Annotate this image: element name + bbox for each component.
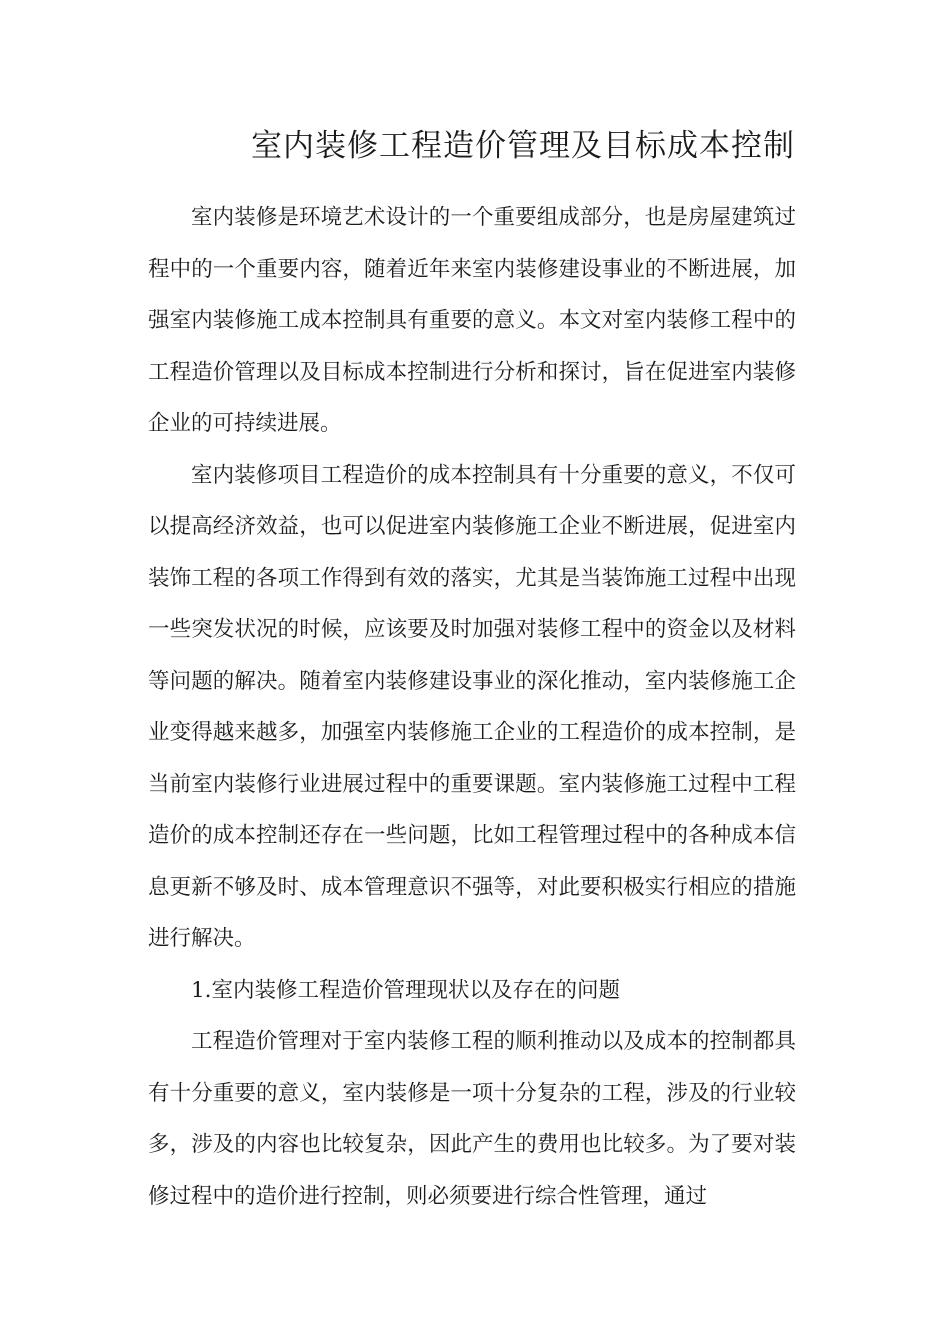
paragraph-intro: 室内装修是环境艺术设计的一个重要组成部分，也是房屋建筑过程中的一个重要内容，随着近年来室内装修建设事业的不断进展，加强室内装修施工成本控制具有重要的意义。本文对室内装修工程中的工程造价管理以及目标成本控制进行分析和探讨，旨在促进室内装修企业的可持续进展。 <box>148 205 796 436</box>
document-title: 室内装修工程造价管理及目标成本控制 <box>251 128 795 164</box>
section-heading: 1.室内装修工程造价管理现状以及存在的问题 <box>191 977 621 1003</box>
paragraph-section-1: 工程造价管理对于室内装修工程的顺利推动以及成本的控制都具有十分重要的意义，室内装修是一项十分复杂的工程，涉及的行业较多，涉及的内容也比较复杂，因此产生的费用也比较多。为了要对装修过程中的造价进行控制，则必须要进行综合性管理，通过 <box>148 1029 796 1209</box>
document-body <box>148 192 796 1222</box>
paragraph-cost-control: 室内装修项目工程造价的成本控制具有十分重要的意义，不仅可以提高经济效益，也可以促进室内装修施工企业不断进展，促进室内装饰工程的各项工作得到有效的落实，尤其是当装饰施工过程中出现一些突发状况的时候，应该要及时加强对装修工程中的资金以及材料等问题的解决。随着室内装修建设事业的深化推动，室内装修施工企业变得越来越多，加强室内装修施工企业的工程造价的成本控制，是当前室内装修行业进展过程中的重要课题。室内装修施工过程中工程造价的成本控制还存在一些问题，比如工程管理过程中的各种成本信息更新不够及时、成本管理意识不强等，对此要积极实行相应的措施进行解决。 <box>148 462 796 951</box>
